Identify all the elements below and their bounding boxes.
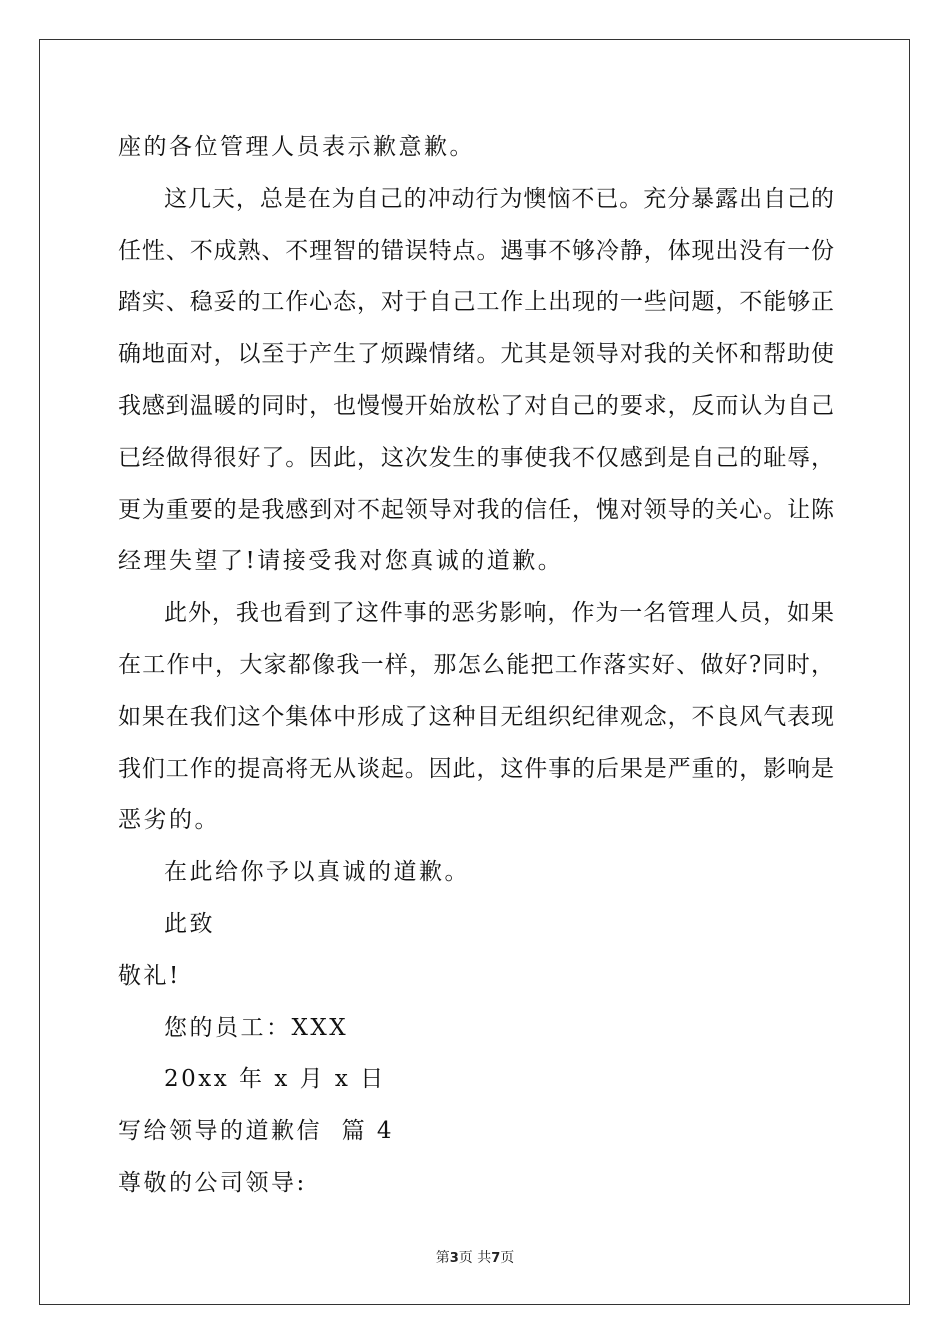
document-body bbox=[118, 126, 834, 1214]
text-line: 您的员工：XXX bbox=[164, 1014, 349, 1041]
footer-prefix: 第 bbox=[435, 1250, 450, 1266]
text-line: 敬礼! bbox=[118, 962, 181, 989]
footer-total-pages: 7 bbox=[491, 1251, 501, 1266]
text-line: 尊敬的公司领导: bbox=[118, 1169, 307, 1196]
footer-suffix: 页 bbox=[500, 1250, 515, 1266]
text-line: 确地面对，以至于产生了烦躁情绪。尤其是领导对我的关怀和帮助使 bbox=[118, 341, 834, 368]
text-line: 在工作中，大家都像我一样，那怎么能把工作落实好、做好?同时， bbox=[118, 651, 834, 678]
text-line: 20xx 年 x 月 x 日 bbox=[164, 1066, 386, 1093]
text-line: 此外，我也看到了这件事的恶劣影响，作为一名管理人员，如果 bbox=[164, 600, 834, 627]
text-line: 此致 bbox=[164, 910, 215, 937]
page-footer bbox=[0, 1247, 950, 1267]
text-line: 已经做得很好了。因此，这次发生的事使我不仅感到是自己的耻辱， bbox=[118, 444, 834, 471]
footer-mid: 页 共 bbox=[458, 1250, 492, 1266]
text-line: 恶劣的。 bbox=[118, 807, 220, 834]
text-line: 座的各位管理人员表示歉意歉。 bbox=[118, 134, 475, 160]
text-line: 更为重要的是我感到对不起领导对我的信任，愧对领导的关心。让陈 bbox=[118, 496, 834, 523]
footer-current-page: 3 bbox=[449, 1251, 459, 1266]
text-line: 任性、不成熟、不理智的错误特点。遇事不够冷静，体现出没有一份 bbox=[118, 237, 834, 264]
text-line: 踏实、稳妥的工作心态，对于自己工作上出现的一些问题，不能够正 bbox=[118, 289, 834, 316]
text-line: 写给领导的道歉信 篇 4 bbox=[118, 1118, 395, 1145]
text-line: 这几天，总是在为自己的冲动行为懊恼不已。充分暴露出自己的 bbox=[164, 185, 834, 212]
text-line: 我感到温暖的同时，也慢慢开始放松了对自己的要求，反而认为自己 bbox=[118, 392, 834, 419]
text-line: 在此给你予以真诚的道歉。 bbox=[164, 859, 470, 886]
text-line: 如果在我们这个集体中形成了这种目无组织纪律观念，不良风气表现 bbox=[118, 703, 834, 730]
text-line: 经理失望了!请接受我对您真诚的道歉。 bbox=[118, 548, 564, 575]
text-line: 我们工作的提高将无从谈起。因此，这件事的后果是严重的，影响是 bbox=[118, 755, 834, 782]
